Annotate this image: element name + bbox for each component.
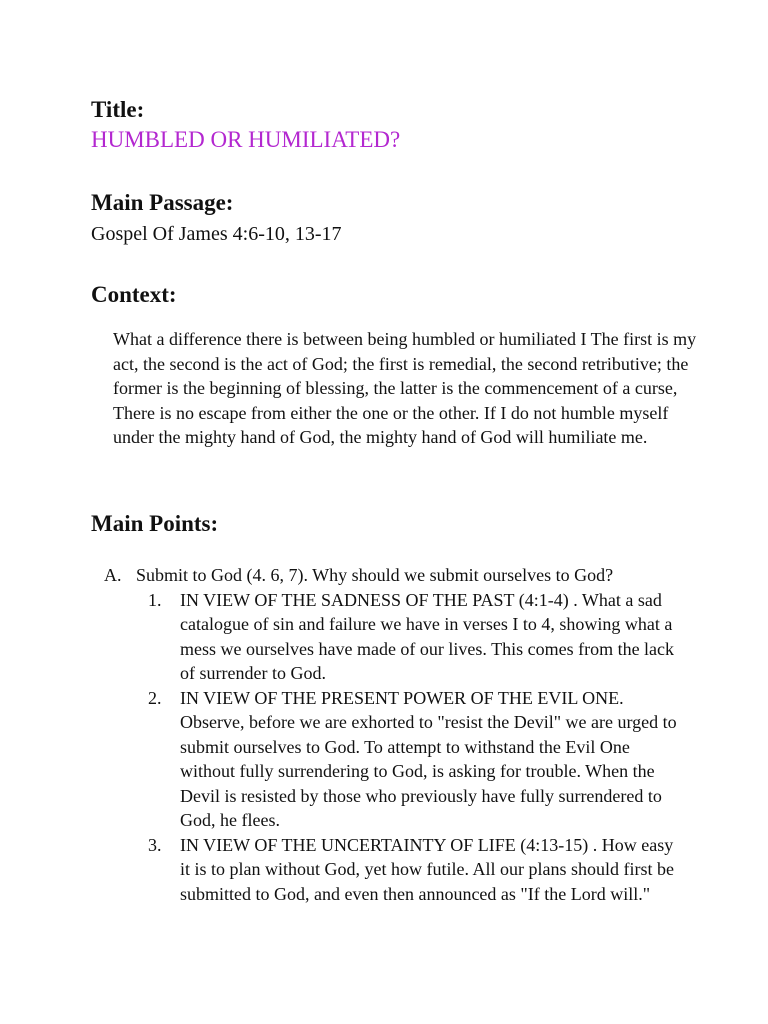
context-heading: Context: bbox=[91, 282, 177, 307]
sub-point-text: IN VIEW OF THE PRESENT POWER OF THE EVIL ONE. Observe, before we are exhorted to "resist the Devil" we are urged to submit ourselves to God. To attempt to withstand the Evil One without fully surrendering to God, is asking for trouble. When the Devil is resisted by those who previously have fully surrendered to God, he flees. bbox=[180, 687, 677, 830]
sub-point-1 bbox=[148, 588, 704, 686]
main-points-list bbox=[104, 563, 704, 906]
sub-point-text: IN VIEW OF THE UNCERTAINTY OF LIFE (4:13-15) . How easy it is to plan without God, yet how futile. All our plans should first be submitted to God, and even then announced as "If the Lord will." bbox=[180, 834, 674, 904]
sub-point-3 bbox=[148, 833, 704, 907]
sub-point-text: IN VIEW OF THE SADNESS OF THE PAST (4:1-4) . What a sad catalogue of sin and failure we have in verses I to 4, showing what a mess we ourselves have made of our lives. This comes from the lack of surrender to God. bbox=[180, 589, 675, 683]
main-points-heading: Main Points: bbox=[91, 511, 219, 536]
sermon-title: HUMBLED OR HUMILIATED? bbox=[91, 127, 401, 152]
point-a bbox=[104, 563, 704, 588]
main-passage-text: Gospel Of James 4:6-10, 13-17 bbox=[91, 223, 342, 245]
sub-point-number: 1. bbox=[148, 589, 162, 610]
sub-point-2 bbox=[148, 686, 704, 833]
sub-point-number: 3. bbox=[148, 834, 162, 855]
sub-point-list bbox=[104, 588, 704, 907]
point-a-text: Submit to God (4. 6, 7). Why should we submit ourselves to God? bbox=[136, 565, 614, 585]
title-heading: Title: bbox=[91, 97, 145, 122]
context-paragraph: What a difference there is between being humbled or humiliated I The first is my act, the second is the act of God; the first is remedial, the second retributive; the former is the beginning of blessing, the latter is the commencement of a curse, There is no escape from either the one or the other. If I do not humble myself under the mighty hand of God, the mighty hand of God will humiliate me. bbox=[113, 329, 697, 447]
sub-point-number: 2. bbox=[148, 687, 162, 708]
point-a-marker: A. bbox=[104, 565, 122, 585]
main-passage-heading: Main Passage: bbox=[91, 190, 234, 215]
